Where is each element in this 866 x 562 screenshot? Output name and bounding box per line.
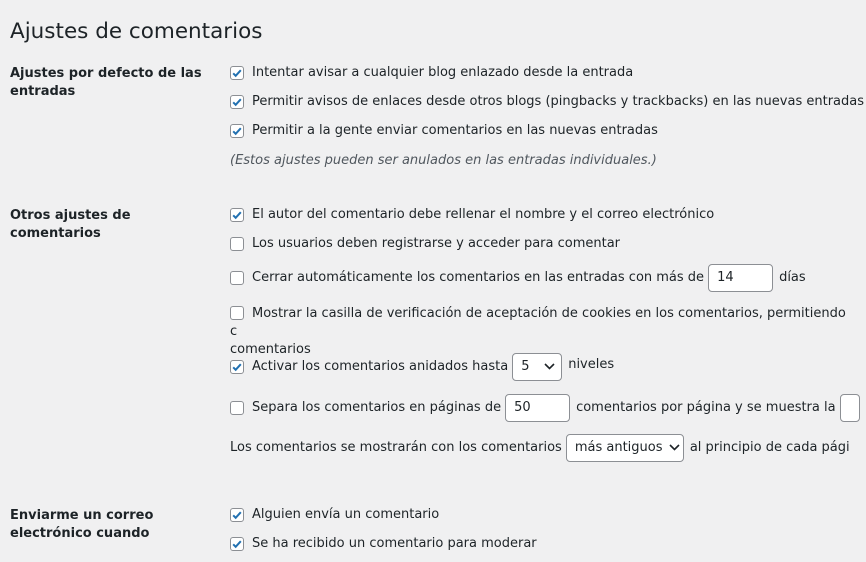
checkbox-require-registration[interactable]	[230, 237, 244, 251]
option-label-suffix: al principio de cada pági	[689, 440, 850, 455]
option-label: Cerrar automáticamente los comentarios en las entradas con más de	[252, 270, 705, 285]
checkbox-threaded-comments[interactable]	[230, 360, 244, 374]
option-label: Mostrar la casilla de verificación de aceptación de cookies en los comentarios, permitiendo c	[230, 306, 846, 339]
section-label-email-me: Enviarme un correo electrónico cuando	[10, 508, 154, 541]
option-label-suffix: comentarios por página y se muestra la	[576, 400, 836, 415]
checkbox-allow-pingbacks[interactable]	[230, 95, 244, 109]
option-label: Permitir avisos de enlaces desde otros blogs (pingbacks y trackbacks) en las nuevas entradas	[252, 94, 864, 109]
option-email-moderation[interactable]	[230, 535, 537, 553]
comment-order-value: más antiguos	[574, 440, 663, 455]
checkmark-icon	[231, 538, 243, 550]
checkbox-email-new-comment[interactable]	[230, 508, 244, 522]
thread-depth-select[interactable]	[512, 353, 562, 381]
checkbox-page-comments[interactable]	[230, 401, 244, 415]
checkbox-cookies-consent[interactable]	[230, 306, 244, 320]
option-threaded-comments[interactable]	[230, 353, 614, 381]
section-label-other-comment-settings: Otros ajustes de comentarios	[10, 208, 131, 241]
comment-order-select[interactable]	[566, 434, 684, 462]
checkmark-icon	[231, 125, 243, 137]
option-label: Activar los comentarios anidados hasta	[252, 359, 509, 374]
option-require-name-email[interactable]	[230, 206, 714, 224]
page-title: Ajustes de comentarios	[10, 19, 263, 45]
close-days-input[interactable]: 14	[708, 264, 773, 292]
thread-depth-value: 5	[521, 359, 530, 374]
option-label: Los comentarios se mostrarán con los comentarios	[230, 440, 562, 455]
option-require-registration[interactable]	[230, 235, 620, 253]
section-label-default-post-settings: Ajustes por defecto de las entradas	[10, 66, 202, 99]
checkbox-close-comments[interactable]	[230, 271, 244, 285]
checkbox-require-name-email[interactable]	[230, 208, 244, 222]
option-label-suffix: días	[779, 270, 806, 285]
option-label: Los usuarios deben registrarse y acceder para comentar	[252, 236, 621, 251]
checkmark-icon	[231, 509, 243, 521]
checkbox-attempt-notify[interactable]	[230, 66, 244, 80]
option-attempt-notify[interactable]	[230, 64, 633, 82]
chevron-down-icon	[669, 439, 680, 457]
option-label: Separa los comentarios en páginas de	[252, 400, 502, 415]
option-allow-pingbacks[interactable]	[230, 93, 864, 111]
checkmark-icon	[231, 67, 243, 79]
override-note: (Estos ajustes pueden ser anulados en las entradas individuales.)	[230, 153, 657, 168]
checkmark-icon	[231, 361, 243, 373]
option-comment-order	[230, 434, 850, 462]
option-label: Alguien envía un comentario	[252, 507, 440, 522]
option-label: El autor del comentario debe rellenar el nombre y el correo electrónico	[252, 207, 715, 222]
option-email-new-comment[interactable]	[230, 506, 439, 524]
option-page-comments[interactable]	[230, 394, 866, 422]
option-label-suffix: niveles	[568, 357, 615, 372]
option-label: Permitir a la gente enviar comentarios en las nuevas entradas	[252, 123, 658, 138]
chevron-down-icon	[544, 358, 555, 376]
checkbox-email-moderation[interactable]	[230, 537, 244, 551]
option-cookies-consent[interactable]	[230, 305, 850, 359]
checkmark-icon	[231, 209, 243, 221]
option-close-comments[interactable]	[230, 264, 806, 292]
option-label: Intentar avisar a cualquier blog enlazado desde la entrada	[252, 65, 634, 80]
checkbox-allow-comments[interactable]	[230, 124, 244, 138]
option-label: Se ha recibido un comentario para moderar	[252, 536, 537, 551]
checkmark-icon	[231, 96, 243, 108]
comments-per-page-input[interactable]: 50	[505, 394, 570, 422]
option-label-continued: comentarios	[230, 342, 311, 357]
option-allow-comments[interactable]	[230, 122, 658, 140]
default-page-select[interactable]	[840, 394, 860, 422]
